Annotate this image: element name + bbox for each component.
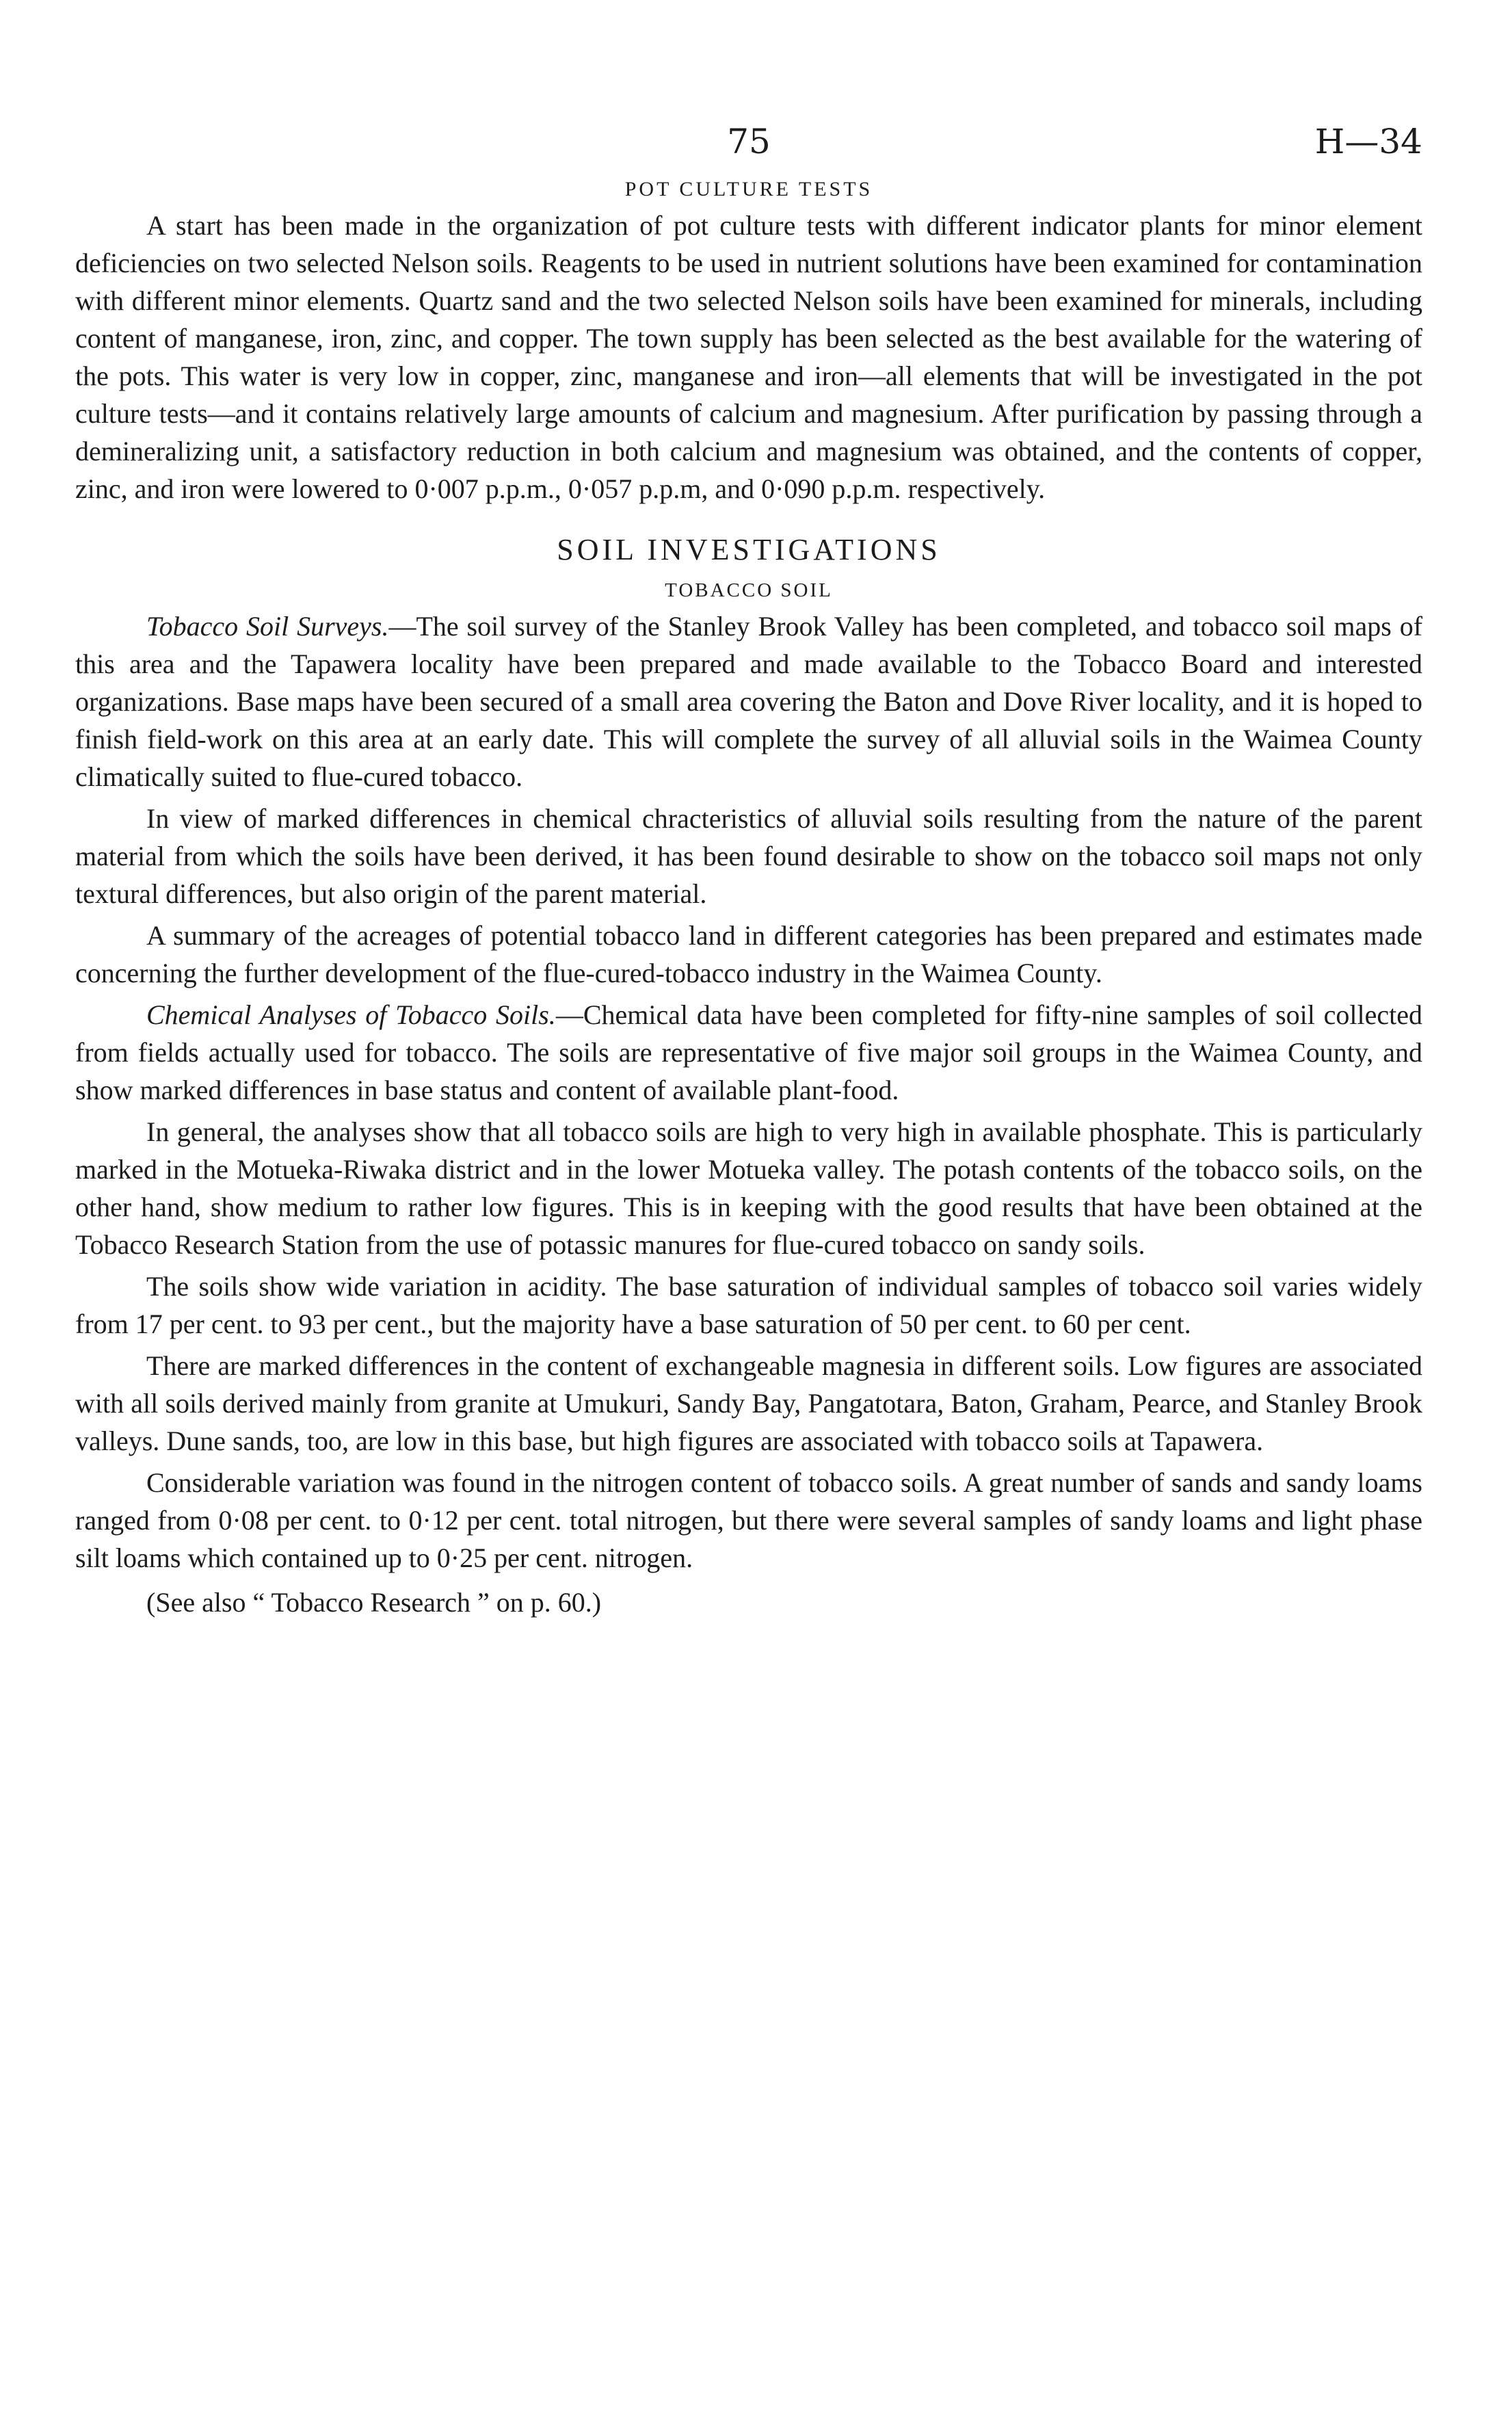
summary-paragraph: A summary of the acreages of potential tobacco land in different categories has been prepared and estimates made concerning the further development of the flue-cured-tobacco industry in the Waimea County. <box>75 920 1422 988</box>
soil-investigations-heading: SOIL INVESTIGATIONS <box>557 533 941 566</box>
document-page <box>75 103 1422 1625</box>
chemical-analyses-lead: Chemical Analyses of Tobacco Soils. <box>146 999 556 1030</box>
general-analyses-paragraph: In general, the analyses show that all tobacco soils are high to very high in available phosphate. This is particularly marked in the Motueka-Riwaka district and in the lower Motueka valley. The potash contents of the tobacco soils, on the other hand, show medium to rather low figures. This is in keeping with the good results that have been obtained at the Tobacco Research Station from the use of potassic manures for flue-cured tobacco on sandy soils. <box>75 1116 1422 1260</box>
magnesia-paragraph: There are marked differences in the content of exchangeable magnesia in different soils. Low figures are associated with all soils derived mainly from granite at Umukuri, Sandy Bay, Pangatotara, Baton, Graham, Pearce, and Stanley Brook valleys. Dune sands, too, are low in this base, but high figures are associated with tobacco soils at Tapawera. <box>75 1350 1422 1456</box>
chemical-analyses-paragraph <box>75 996 1422 1109</box>
acidity-paragraph: The soils show wide variation in acidity. The base saturation of individual samples of tobacco soil varies widely from 17 per cent. to 93 per cent., but the majority have a base saturation of 50 per cent. to 60 per cent. <box>75 1271 1422 1339</box>
differences-paragraph: In view of marked differences in chemical chracteristics of alluvial soils resulting from the nature of the parent material from which the soils have been derived, it has been found desirable to show on the tobacco soil maps not only textural differences, but also origin of the parent material. <box>75 803 1422 909</box>
surveys-paragraph <box>75 607 1422 796</box>
tobacco-soil-subheading: TOBACCO SOIL <box>665 579 833 601</box>
pot-culture-heading: POT CULTURE TESTS <box>624 178 873 200</box>
chemical-analyses-text: —Chemical data have been completed for fifty-nine samples of soil collected from fields actually used for tobacco. The soils are representative of five major soil groups in the Waimea County, and show marked differences in base status and content of available plant-food. <box>75 999 1422 1105</box>
surveys-text: —The soil survey of the Stanley Brook Valley has been completed, and tobacco soil maps of this area and the Tapawera locality have been prepared and made available to the Tobacco Board and interested organizations. Base maps have been secured of a small area covering the Baton and Dove River locality, and it is hoped to finish field-work on this area at an early date. This will complete the survey of all alluvial soils in the Waimea County climatically suited to flue-cured tobacco. <box>75 611 1423 792</box>
page-header <box>75 103 1422 178</box>
pot-culture-paragraph: A start has been made in the organization of pot culture tests with different indicator plants for minor element deficiencies on two selected Nelson soils. Reagents to be used in nutrient solutions have been examined for contamination with different minor elements. Quartz sand and the two selected Nelson soils have been examined for minerals, including content of manganese, iron, zinc, and copper. The town supply has been selected as the best available for the watering of the pots. This water is very low in copper, zinc, manganese and iron—all elements that will be investigated in the pot culture tests—and it contains relatively large amounts of calcium and magnesium. After purification by passing through a demineralizing unit, a satisfactory reduction in both calcium and magnesium was obtained, and the contents of copper, zinc, and iron were lowered to 0·007 p.p.m., 0·057 p.p.m, and 0·090 p.p.m. respectively. <box>75 210 1422 504</box>
page-number: 75 <box>727 122 771 161</box>
see-also-note: (See also “ Tobacco Research ” on p. 60.) <box>146 1587 602 1618</box>
surveys-lead: Tobacco Soil Surveys. <box>146 611 389 642</box>
report-code: H—34 <box>1314 122 1422 161</box>
nitrogen-paragraph: Considerable variation was found in the nitrogen content of tobacco soils. A great number of sands and sandy loams ranged from 0·08 per cent. to 0·12 per cent. total nitrogen, but there were several samples of sandy loams and light phase silt loams which contained up to 0·25 per cent. nitrogen. <box>75 1467 1422 1573</box>
